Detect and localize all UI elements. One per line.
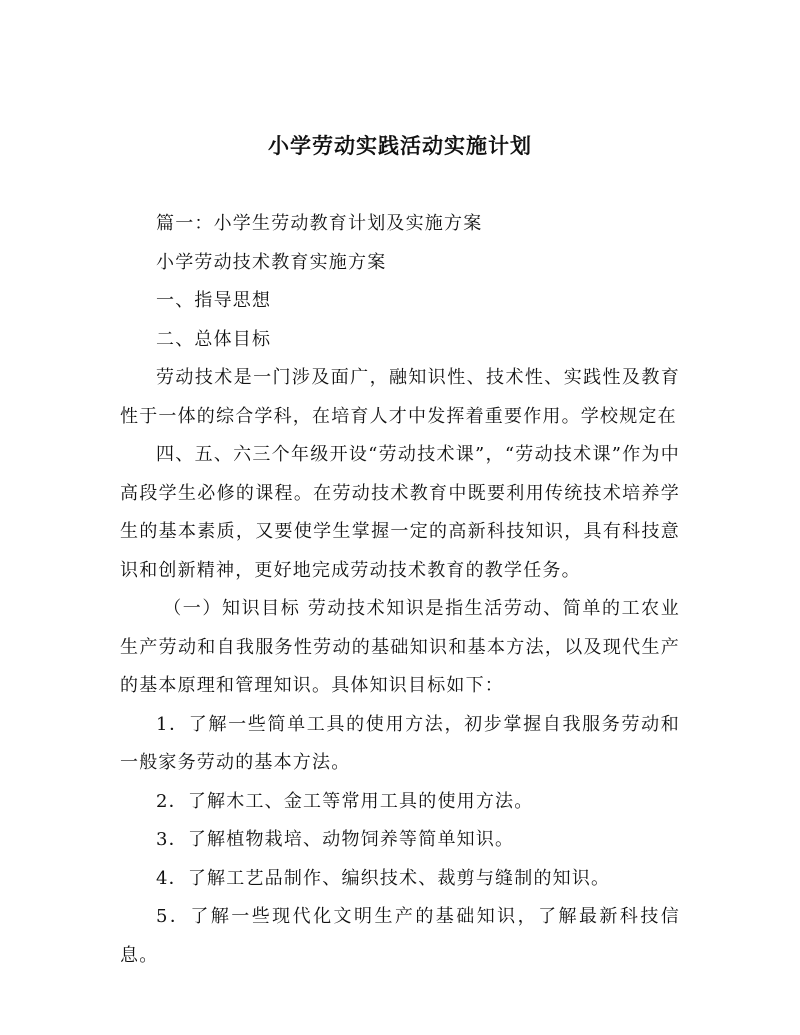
heading-overall-goals: 二、总体目标 [156,328,272,350]
paragraph-course-setup: 四、五、六三个年级开设“劳动技术课”，“劳动技术课”作为中高段学生必修的课程。在劳动技术教育中既要利用传统技术培养学生的基本素质，又要使学生掌握一定的高新科技知识，具有科技意识和创新精神，更好地完成劳动技术教育的教学任务。 [120,444,680,581]
list-item-goal-4: 4．了解工艺品制作、编织技术、裁剪与缝制的知识。 [156,867,611,889]
paragraph-knowledge-goals: （一）知识目标 劳动技术知识是指生活劳动、简单的工农业生产劳动和自我服务性劳动的基础知识和基本方法，以及现代生产的基本原理和管理知识。具体知识目标如下： [120,598,680,696]
heading-guiding-ideology: 一、指导思想 [156,290,272,311]
document-body [120,205,680,975]
section-heading-part-one: 篇一：小学生劳动教育计划及实施方案 [156,213,483,234]
list-item-goal-3: 3．了解植物栽培、动物饲养等简单知识。 [156,829,515,850]
paragraph-introduction: 劳动技术是一门涉及面广，融知识性、技术性、实践性及教育性于一体的综合学科，在培育人才中发挥着重要作用。学校规定在 [120,367,680,427]
list-item-goal-1: 1．了解一些简单工具的使用方法，初步掌握自我服务劳动和一般家务劳动的基本方法。 [120,713,680,773]
list-item-goal-5: 5．了解一些现代化文明生产的基础知识，了解最新科技信息。 [120,906,680,966]
document-title: 小学劳动实践活动实施计划 [268,134,532,158]
plan-subtitle: 小学劳动技术教育实施方案 [156,251,387,273]
list-item-goal-2: 2．了解木工、金工等常用工具的使用方法。 [156,790,534,812]
